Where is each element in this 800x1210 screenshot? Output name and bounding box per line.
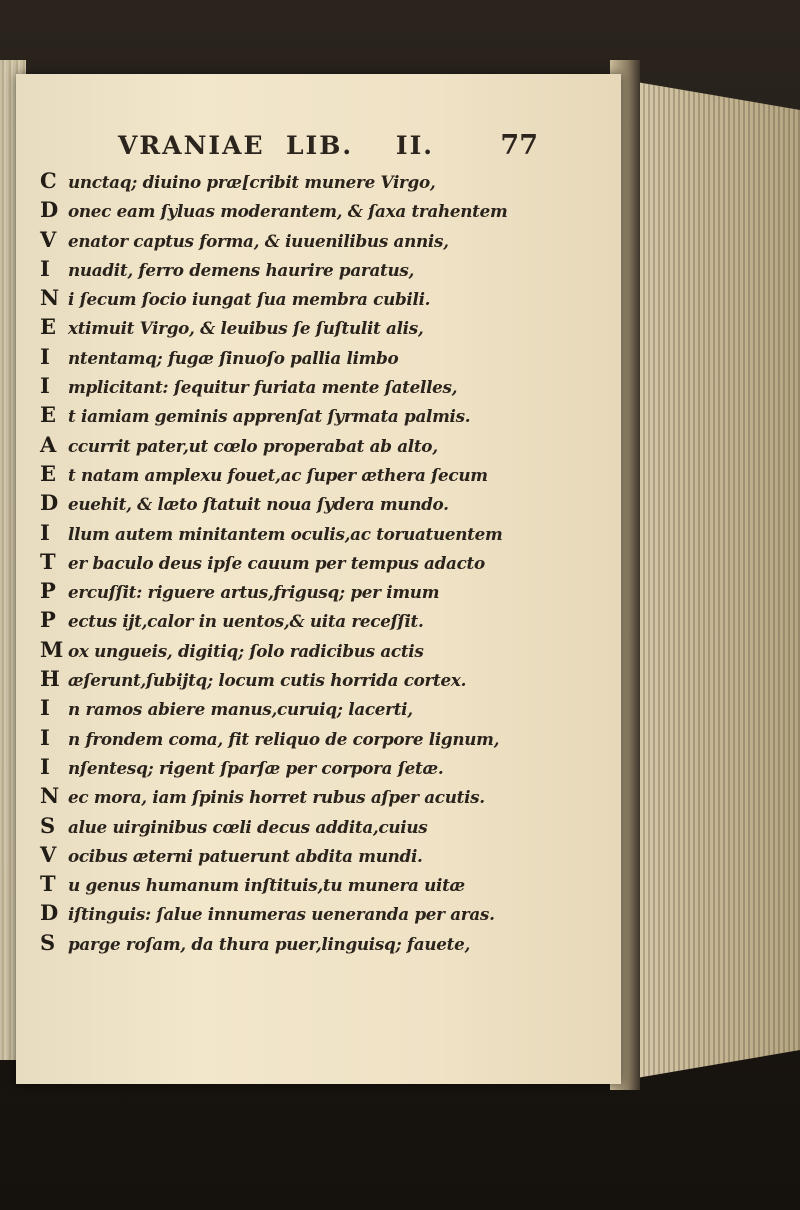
- verse-initial: V: [40, 841, 57, 867]
- verse-line: [40, 871, 610, 900]
- verse-line: [40, 578, 610, 607]
- verse-line: [40, 695, 610, 724]
- verse-line: [40, 930, 610, 959]
- verse-line: [40, 432, 610, 461]
- verse-line: [40, 314, 610, 343]
- verse-initial: E: [40, 314, 57, 340]
- verse-text: t natam amplexu fouet,ac ſuper æthera ſecum: [68, 464, 488, 485]
- verse-line: [40, 607, 610, 636]
- verse-initial: V: [40, 226, 57, 252]
- verse-line: [40, 783, 610, 812]
- verse-initial: N: [40, 783, 60, 809]
- verse-initial: P: [40, 578, 56, 604]
- verse-initial: A: [40, 431, 57, 457]
- verse-line: [40, 549, 610, 578]
- verse-initial: H: [40, 666, 60, 692]
- verse-line: [40, 900, 610, 929]
- verse-text: ec mora, iam ſpinis horret rubus aſper acutis.: [68, 787, 485, 808]
- verse-text: æſerunt,ſubijtq; locum cutis horrida cortex.: [68, 670, 467, 691]
- verse-initial: C: [40, 168, 57, 193]
- verse-initial: I: [40, 255, 50, 281]
- verse-initial: I: [40, 753, 50, 779]
- verse-initial: E: [40, 402, 57, 428]
- verse-line: [40, 373, 610, 402]
- verse-text: xtimuit Virgo, & leuibus ſe ſuſtulit alis,: [68, 318, 424, 339]
- verse-text: mplicitant: ſequitur furiata mente ſatelles,: [68, 377, 458, 398]
- verse-line: [40, 461, 610, 490]
- verse-text: t iamiam geminis apprenſat ſyrmata palmis.: [68, 406, 471, 427]
- verse-initial: I: [40, 373, 50, 399]
- verse-text: ocibus æterni patuerunt abdita mundi.: [68, 845, 423, 866]
- verse-line: [40, 520, 610, 549]
- running-title: VRANIAE LIB. II.: [118, 131, 434, 160]
- verse-line: [40, 256, 610, 285]
- verse-line: [40, 637, 610, 666]
- verse-line: [40, 168, 610, 197]
- verse-text: onec eam ſyluas moderantem, & ſaxa trahentem: [68, 201, 508, 222]
- verse-text: ectus ijt,calor in uentos,& uita receſſit.: [68, 611, 424, 632]
- verse-text: n frondem coma, fit reliquo de corpore lignum,: [68, 728, 500, 749]
- verse-initial: I: [40, 724, 50, 750]
- verse-line: [40, 725, 610, 754]
- verse-initial: T: [40, 871, 56, 897]
- verse-text: llum autem minitantem oculis,ac toruatuentem: [68, 523, 503, 544]
- verse-initial: S: [40, 929, 56, 955]
- verse-initial: N: [40, 285, 60, 311]
- verse-initial: S: [40, 812, 56, 838]
- verse-text: er baculo deus ipſe cauum per tempus adacto: [68, 552, 485, 573]
- verse-line: [40, 666, 610, 695]
- verse-text: iſtinguis: ſalue innumeras ueneranda per aras.: [68, 904, 495, 925]
- verse-text: parge roſam, da thura puer,linguisq; fauete,: [68, 933, 471, 954]
- verse-line: [40, 490, 610, 519]
- verse-text: ox ungueis, digitiq; ſolo radicibus actis: [68, 640, 424, 661]
- verse-initial: I: [40, 343, 50, 369]
- verse-text: alue uirginibus cœli decus addita,cuius: [68, 816, 428, 837]
- verse-initial: E: [40, 460, 57, 486]
- fore-edge: [625, 80, 800, 1080]
- verse-text: ccurrit pater,ut cœlo properabat ab alto,: [68, 435, 438, 456]
- running-header: [118, 130, 538, 161]
- verse-text: enator captus forma, & iuuenilibus annis,: [68, 230, 449, 251]
- verse-line: [40, 285, 610, 314]
- verse-line: [40, 197, 610, 226]
- verse-line: [40, 842, 610, 871]
- verse-initial: I: [40, 695, 50, 721]
- verse-text: unctaq; diuino præ[cribit munere Virgo,: [68, 172, 436, 192]
- verse-initial: P: [40, 607, 56, 633]
- verse-line: [40, 227, 610, 256]
- verse-text: i ſecum ſocio iungat ſua membra cubili.: [68, 289, 431, 310]
- verse-text: nuadit, ferro demens haurire paratus,: [68, 259, 415, 280]
- verse-initial: D: [40, 197, 59, 223]
- page-number: 77: [500, 130, 538, 161]
- verse-line: [40, 813, 610, 842]
- verse-initial: D: [40, 490, 59, 516]
- verse-initial: I: [40, 519, 50, 545]
- verse-initial: T: [40, 548, 56, 574]
- verse-text: ntentamq; fugæ ſinuoſo pallia limbo: [68, 347, 399, 368]
- verse-line: [40, 344, 610, 373]
- verse-text: ercuſſit: riguere artus,frigusq; per imum: [68, 582, 440, 603]
- verse-line: [40, 402, 610, 431]
- verse-initial: D: [40, 900, 59, 926]
- verse-block: [40, 168, 610, 959]
- verse-text: n ramos abiere manus,curuiq; lacerti,: [68, 699, 413, 720]
- verse-initial: M: [40, 636, 64, 662]
- verse-text: u genus humanum inſtituis,tu munera uitæ: [68, 875, 465, 896]
- verse-text: nſentesq; rigent ſparſæ per corpora ſetæ.: [68, 757, 444, 778]
- verse-text: euehit, & læto ſtatuit noua ſydera mundo.: [68, 494, 449, 515]
- verse-line: [40, 754, 610, 783]
